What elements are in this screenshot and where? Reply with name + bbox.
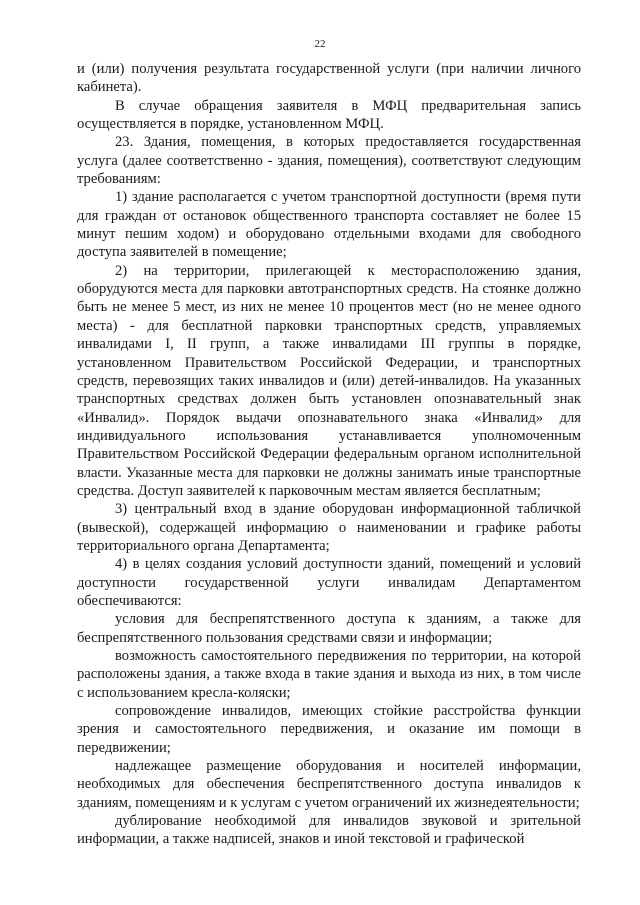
paragraph-item-3: 3) центральный вход в здание оборудован информационной табличкой (вывеской), содержащей информацию о наименовании и графике работы территориального органа Департамента; <box>77 501 581 554</box>
paragraph-continuation: и (или) получения результата государственной услуги (при наличии личного кабинета). <box>77 61 581 96</box>
paragraph-escort: сопровождение инвалидов, имеющих стойкие расстройства функции зрения и самостоятельного передвижения, и оказание им помощи в передвижении; <box>77 703 581 756</box>
page-number: 22 <box>314 38 326 50</box>
paragraph-duplication: дублирование необходимой для инвалидов звуковой и зрительной информации, а также надписей, знаков и иной текстовой и графической <box>77 813 581 848</box>
paragraph-clause-23: 23. Здания, помещения, в которых предоставляется государственная услуга (далее соответственно - здания, помещения), соответствуют следующим требованиям: <box>77 134 581 188</box>
paragraph-independent-movement: возможность самостоятельного передвижения по территории, на которой расположены здания, а также входа в такие здания и выхода из них, в том числе с использованием кресла-коляски; <box>77 648 581 701</box>
paragraph-access-conditions: условия для беспрепятственного доступа к зданиям, а также для беспрепятственного пользования средствами связи и информации; <box>77 611 581 646</box>
paragraph-mfc-appointment: В случае обращения заявителя в МФЦ предварительная запись осуществляется в порядке, установленном МФЦ. <box>77 97 581 133</box>
paragraph-equipment-placement: надлежащее размещение оборудования и носителей информации, необходимых для обеспечения беспрепятственного доступа инвалидов к зданиям, помещениям и к услугам с учетом ограничений их жизнедеятельности; <box>77 758 581 811</box>
paragraph-item-4: 4) в целях создания условий доступности зданий, помещений и условий доступности государственной услуги инвалидам Департаментом обеспечиваются: <box>77 556 581 609</box>
document-body <box>77 60 581 849</box>
paragraph-item-2: 2) на территории, прилегающей к месторасположению здания, оборудуются места для парковки автотранспортных средств. На стоянке должно быть не менее 5 мест, из них не менее 10 процентов мест (но не менее одного места) - для бесплатной парковки транспортных средств, управляемых инвалидами I, II групп, а также инвалидами III группы в порядке, установленном Правительством Российской Федерации, и транспортных средств, перевозящих таких инвалидов и (или) детей-инвалидов. На указанных транспортных средствах должен быть установлен опознавательный знак «Инвалид». Порядок выдачи опознавательного знака «Инвалид» для индивидуального использования устанавливается уполномоченным Правительством Российской Федерации федеральным органом исполнительной власти. Указанные места для парковки не должны занимать иные транспортные средства. Доступ заявителей к парковочным местам является бесплатным; <box>77 262 581 499</box>
paragraph-item-1: 1) здание располагается с учетом транспортной доступности (время пути для граждан от остановок общественного транспорта составляет не более 15 минут пешим ходом) и оборудовано отдельными входами для свободного доступа заявителей в помещение; <box>77 189 581 261</box>
